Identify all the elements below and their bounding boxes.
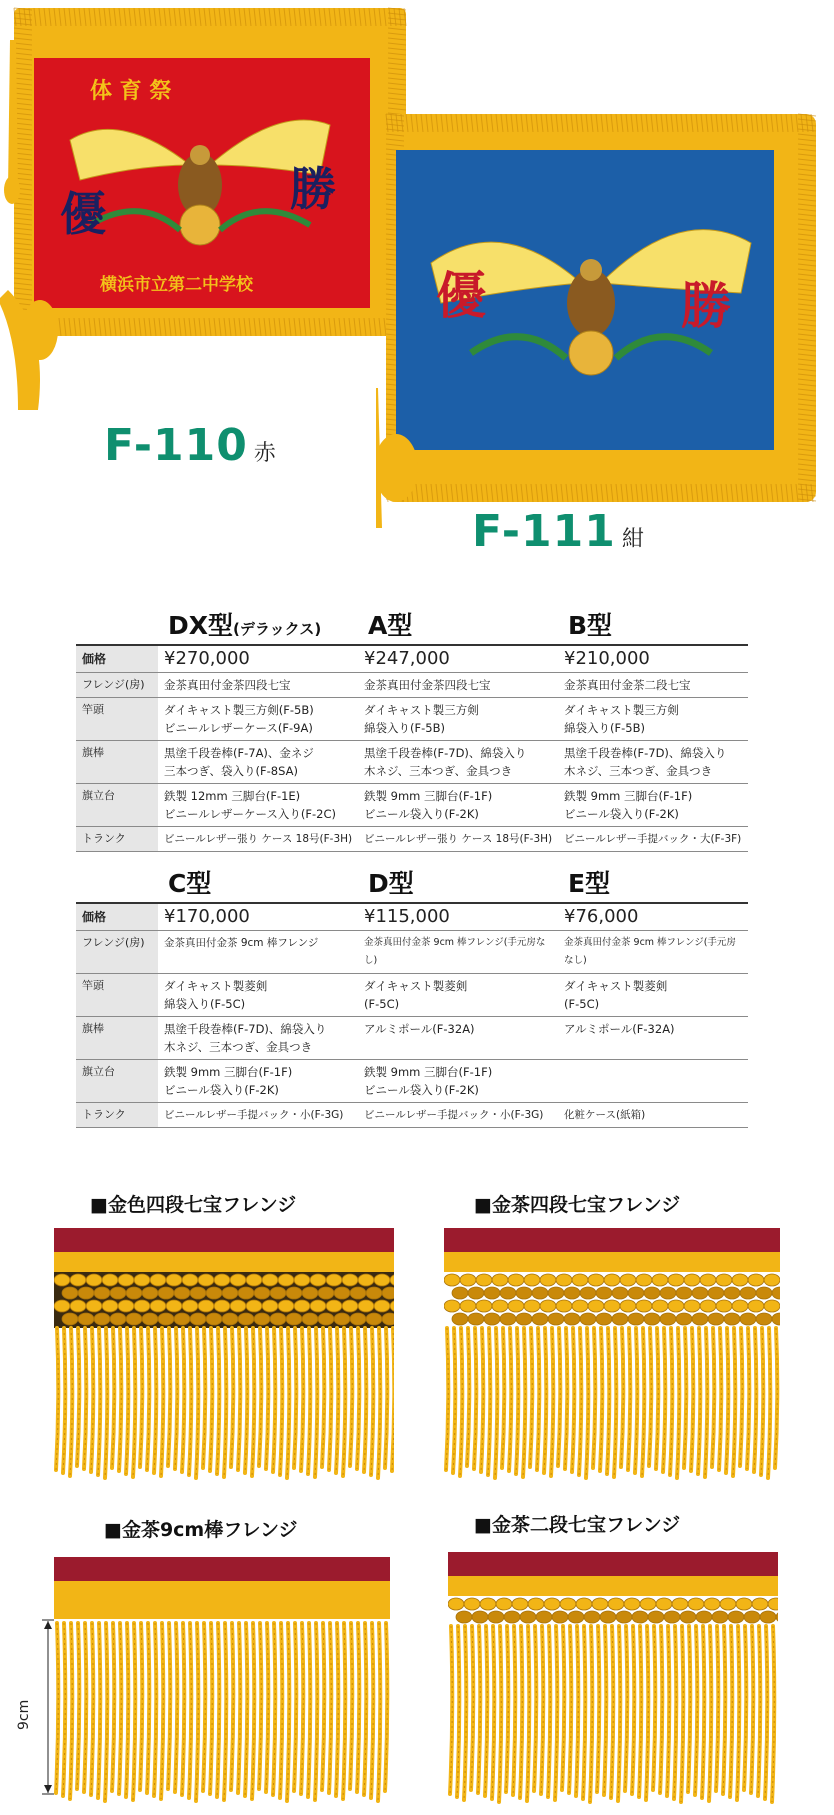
measure-arrow-icon: [38, 1618, 58, 1798]
row-pole: [76, 741, 748, 784]
flag-f110-left-char: 優: [60, 187, 106, 241]
cell: アルミポール(F-32A): [358, 1017, 558, 1060]
sample-title: ■金色四段七宝フレンジ: [90, 1194, 297, 1216]
row-label: 竿頭: [76, 698, 158, 741]
cell: ダイキャスト製菱剣 (F-5C): [558, 974, 748, 1017]
fringe-sample-3-image: [54, 1557, 390, 1807]
cell: ダイキャスト製菱剣 (F-5C): [358, 974, 558, 1017]
fringe-sample-4: [448, 1510, 788, 1815]
model-heading: B型: [568, 611, 613, 640]
row-label: 価格: [76, 645, 158, 673]
cell: ダイキャスト製三方剣 綿袋入り(F-5B): [358, 698, 558, 741]
spec-table-2: [76, 864, 748, 1128]
flag-f110-bottom: 横浜市立第二中学校: [100, 275, 253, 295]
flag-f110-code: F-110: [104, 420, 248, 471]
row-price: [76, 645, 748, 673]
row-label: 価格: [76, 903, 158, 931]
row-trunk: [76, 827, 748, 852]
spec-table-1-headings: [76, 606, 748, 644]
spec-table-1: [76, 606, 748, 852]
cell: 化粧ケース(紙箱): [558, 1103, 748, 1128]
model-heading: D型: [368, 869, 414, 898]
price-cell: ¥115,000: [358, 903, 558, 931]
fringe-sample-4-image: [448, 1552, 778, 1808]
flag-f111-right-char: 勝: [681, 276, 731, 335]
flag-f111: [376, 108, 826, 568]
cell: [558, 1060, 748, 1103]
spec-table-1-grid: [76, 644, 748, 852]
fringe-sample-3: [54, 1515, 394, 1815]
flag-f111-label: [472, 506, 645, 557]
cell: 金茶真田付金茶四段七宝: [158, 673, 358, 698]
price-cell: ¥210,000: [558, 645, 748, 673]
cell: 黒塗千段巻棒(F-7D)、綿袋入り 木ネジ、三本つぎ、金具つき: [558, 741, 748, 784]
row-label: 旗棒: [76, 741, 158, 784]
row-stand: [76, 784, 748, 827]
cell: ビニールレザー張り ケース 18号(F-3H): [158, 827, 358, 852]
price-cell: ¥270,000: [158, 645, 358, 673]
row-label: フレンジ(房): [76, 931, 158, 974]
cell: 金茶真田付金茶 9cm 棒フレンジ(手元房なし): [358, 931, 558, 974]
price-cell: ¥170,000: [158, 903, 358, 931]
flag-f111-image: [376, 108, 826, 538]
fringe-sample-1: [54, 1190, 394, 1490]
cell: アルミポール(F-32A): [558, 1017, 748, 1060]
cell: 黒塗千段巻棒(F-7A)、金ネジ 三本つぎ、袋入り(F-8SA): [158, 741, 358, 784]
cell: ビニールレザー手提バック・小(F-3G): [358, 1103, 558, 1128]
row-label: 旗立台: [76, 1060, 158, 1103]
flag-f110-color: 赤: [253, 441, 277, 466]
flag-f110: [0, 0, 420, 471]
row-label: 旗棒: [76, 1017, 158, 1060]
cell: ダイキャスト製三方剣 綿袋入り(F-5B): [558, 698, 748, 741]
row-label: トランク: [76, 827, 158, 852]
row-label: 旗立台: [76, 784, 158, 827]
price-cell: ¥76,000: [558, 903, 748, 931]
row-flange: [76, 673, 748, 698]
cell: 黒塗千段巻棒(F-7D)、綿袋入り 木ネジ、三本つぎ、金具つき: [358, 741, 558, 784]
flag-f110-label: [104, 420, 277, 471]
row-flange: [76, 931, 748, 974]
fringe-sample-2: [444, 1190, 784, 1490]
flag-f110-image: [0, 0, 420, 440]
cell: 金茶真田付金茶二段七宝: [558, 673, 748, 698]
cell: 鉄製 9mm 三脚台(F-1F) ビニール袋入り(F-2K): [358, 784, 558, 827]
price-cell: ¥247,000: [358, 645, 558, 673]
model-heading: C型: [168, 869, 212, 898]
cell: 鉄製 12mm 三脚台(F-1E) ビニールレザーケース入り(F-2C): [158, 784, 358, 827]
flag-f111-code: F-111: [472, 506, 616, 557]
sample-title: ■金茶四段七宝フレンジ: [474, 1194, 681, 1216]
flag-f111-left-char: 優: [436, 266, 486, 325]
row-finial: [76, 698, 748, 741]
row-pole: [76, 1017, 748, 1060]
cell: 鉄製 9mm 三脚台(F-1F) ビニール袋入り(F-2K): [358, 1060, 558, 1103]
fringe-sample-1-image: [54, 1228, 394, 1484]
model-heading: E型: [568, 869, 611, 898]
row-finial: [76, 974, 748, 1017]
fringe-sample-2-image: [444, 1228, 780, 1484]
flag-f111-color: 紺: [621, 527, 645, 552]
cell: ダイキャスト製菱剣 綿袋入り(F-5C): [158, 974, 358, 1017]
cell: 鉄製 9mm 三脚台(F-1F) ビニール袋入り(F-2K): [158, 1060, 358, 1103]
spec-table-2-headings: [76, 864, 748, 902]
cell: 金茶真田付金茶 9cm 棒フレンジ(手元房なし): [558, 931, 748, 974]
cell: ビニールレザー手提バック・大(F-3F): [558, 827, 748, 852]
sample-title: ■金茶9cm棒フレンジ: [104, 1519, 298, 1541]
cell: 黒塗千段巻棒(F-7D)、綿袋入り 木ネジ、三本つぎ、金具つき: [158, 1017, 358, 1060]
cell: 鉄製 9mm 三脚台(F-1F) ビニール袋入り(F-2K): [558, 784, 748, 827]
row-stand: [76, 1060, 748, 1103]
measure-label: 9cm: [16, 1699, 32, 1730]
model-heading: A型: [368, 611, 413, 640]
flag-f110-banner: 体 育 祭: [90, 78, 172, 104]
cell: ビニールレザー張り ケース 18号(F-3H): [358, 827, 558, 852]
measure-indicator: [38, 1618, 58, 1798]
cell: ダイキャスト製三方剣(F-5B) ビニールレザーケース(F-9A): [158, 698, 358, 741]
row-label: フレンジ(房): [76, 673, 158, 698]
row-trunk: [76, 1103, 748, 1128]
model-heading: DX型(デラックス): [168, 611, 322, 640]
sample-title: ■金茶二段七宝フレンジ: [474, 1514, 681, 1536]
cell: ビニールレザー手提バック・小(F-3G): [158, 1103, 358, 1128]
cell: 金茶真田付金茶 9cm 棒フレンジ: [158, 931, 358, 974]
cell: 金茶真田付金茶四段七宝: [358, 673, 558, 698]
row-label: トランク: [76, 1103, 158, 1128]
row-price: [76, 903, 748, 931]
row-label: 竿頭: [76, 974, 158, 1017]
spec-table-2-grid: [76, 902, 748, 1128]
flag-f110-right-char: 勝: [290, 162, 336, 216]
